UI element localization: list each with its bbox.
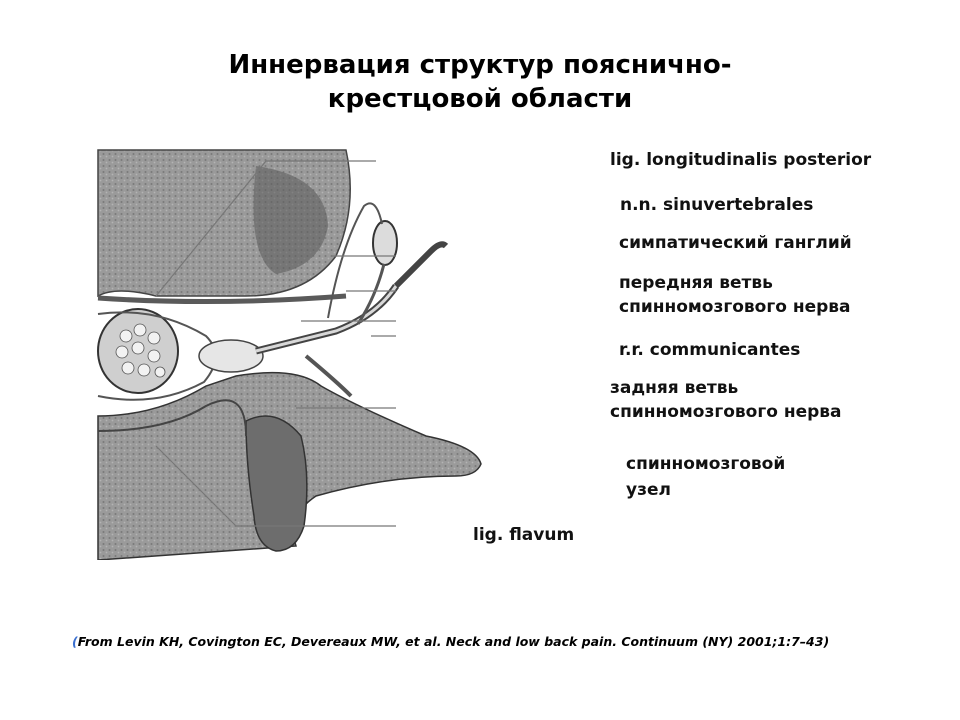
sympathetic-ganglion (373, 221, 397, 265)
label-communicantes: r.r. communicantes (619, 340, 801, 360)
label-spinal-ganglion-line-1: спинномозговой (626, 454, 786, 474)
spinal-ganglion (199, 340, 263, 372)
title-line-2: крестцовой области (327, 84, 633, 114)
label-posterior-branch-line-2: спинномозгового нерва (610, 402, 842, 422)
sympathetic-trunk (396, 244, 446, 286)
slide-title (0, 48, 960, 116)
label-posterior-branch-line-1: задняя ветвь (610, 378, 739, 398)
title-line-1: Иннервация структур пояснично- (228, 50, 732, 80)
label-anterior-branch-line-2: спинномозгового нерва (619, 297, 851, 317)
citation-open-paren: ( (72, 634, 78, 649)
posterior-longitudinal-ligament (98, 296, 346, 302)
citation-text: From Levin KH, Covington EC, Devereaux MW, et al. Neck and low back pain. Continuum (NY) 2001;1:7–43) (77, 634, 830, 649)
lumbosacral-innervation-illustration (96, 146, 586, 560)
label-sinuvertebrales: n.n. sinuvertebrales (620, 195, 814, 215)
label-sympathetic-ganglion: симпатический ганглий (619, 233, 852, 253)
label-lig-longitudinalis: lig. longitudinalis posterior (610, 150, 872, 170)
citation (72, 634, 829, 649)
label-spinal-ganglion-line-2: узел (626, 480, 671, 500)
label-anterior-branch-line-1: передняя ветвь (619, 273, 773, 293)
label-lig-flavum: lig. flavum (473, 525, 575, 545)
